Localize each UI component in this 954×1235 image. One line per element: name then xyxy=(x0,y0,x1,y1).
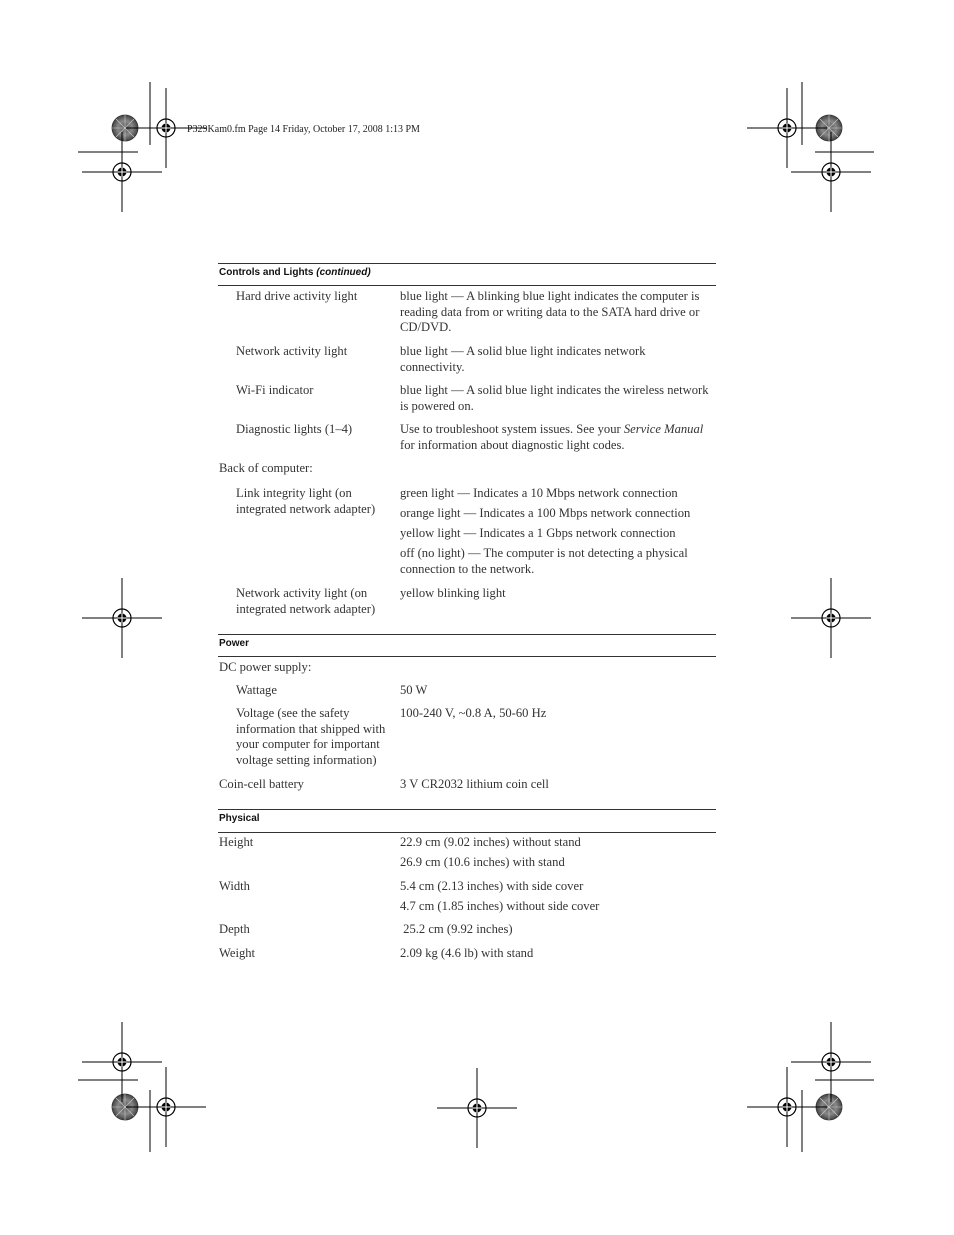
spec-value: yellow blinking light xyxy=(400,586,506,600)
spec-label: Network activity light xyxy=(236,344,348,358)
spec-value-line: 22.9 cm (9.02 inches) without stand xyxy=(400,835,581,849)
spec-value: blue light — A solid blue light indicates network connectivity. xyxy=(400,344,646,374)
section-rule-top xyxy=(218,809,716,810)
spec-label: Coin-cell battery xyxy=(219,777,304,791)
service-manual-title: Service Manual xyxy=(623,422,704,436)
spec-value-line: green light — Indicates a 10 Mbps network connection xyxy=(400,486,678,500)
spec-value-line: orange light — Indicates a 100 Mbps network connection xyxy=(400,506,691,521)
spec-label: Height xyxy=(219,835,254,849)
spec-label: Depth xyxy=(219,922,250,936)
spec-value xyxy=(400,835,712,871)
spec-value-line: 4.7 cm (1.85 inches) without side cover xyxy=(400,899,600,914)
section-title-controls xyxy=(219,267,371,278)
subsection-heading: Back of computer: xyxy=(219,461,313,475)
page-slug-header: P329Kam0.fm Page 14 Friday, October 17, 2008 1:13 PM xyxy=(187,124,420,135)
spec-label: Hard drive activity light xyxy=(236,289,358,303)
section-title-controls-suffix: (continued) xyxy=(316,267,371,278)
spec-label: Link integrity light (on integrated network adapter) xyxy=(236,486,376,516)
section-title-power: Power xyxy=(219,638,250,649)
spec-value: 3 V CR2032 lithium coin cell xyxy=(400,777,549,791)
spec-value: 50 W xyxy=(400,683,428,697)
spec-label: Voltage (see the safety information that shipped with your computer for important voltage setting information) xyxy=(236,706,386,767)
spec-value xyxy=(400,879,712,915)
spec-label: Wattage xyxy=(236,683,277,697)
section-rule-top xyxy=(218,263,716,264)
spec-value-line: 5.4 cm (2.13 inches) with side cover xyxy=(400,879,584,893)
spec-value: 25.2 cm (9.92 inches) xyxy=(400,922,513,936)
section-title-controls-main: Controls and Lights xyxy=(219,267,314,278)
spec-value-text: for information about diagnostic light codes. xyxy=(400,437,625,452)
spec-value-line: off (no light) — The computer is not detecting a physical connection to the network. xyxy=(400,546,688,576)
spec-value: 2.09 kg (4.6 lb) with stand xyxy=(400,946,534,960)
spec-label: Width xyxy=(219,879,250,893)
spec-label: Weight xyxy=(219,946,256,960)
spec-label: Wi-Fi indicator xyxy=(236,383,314,397)
section-rule-bottom xyxy=(218,285,716,286)
section-rule-bottom xyxy=(218,656,716,657)
section-rule-bottom xyxy=(218,832,716,833)
spec-value xyxy=(400,422,712,453)
spec-label: Diagnostic lights (1–4) xyxy=(236,422,353,436)
spec-value: blue light — A blinking blue light indicates the computer is reading data from or writing data to the SATA hard drive or CD/DVD. xyxy=(400,289,700,335)
spec-label: Network activity light (on integrated network adapter) xyxy=(236,586,376,616)
section-rule-top xyxy=(218,634,716,635)
spec-value-text: Use to troubleshoot system issues. See your xyxy=(400,422,624,436)
spec-value-line: yellow light — Indicates a 1 Gbps network connection xyxy=(400,526,676,541)
subsection-heading: DC power supply: xyxy=(219,660,312,674)
section-title-physical: Physical xyxy=(219,813,260,824)
spec-value-line: 26.9 cm (10.6 inches) with stand xyxy=(400,855,565,870)
spec-value: 100-240 V, ~0.8 A, 50-60 Hz xyxy=(400,706,547,720)
spec-value xyxy=(400,486,712,577)
spec-value: blue light — A solid blue light indicates the wireless network is powered on. xyxy=(400,383,709,413)
